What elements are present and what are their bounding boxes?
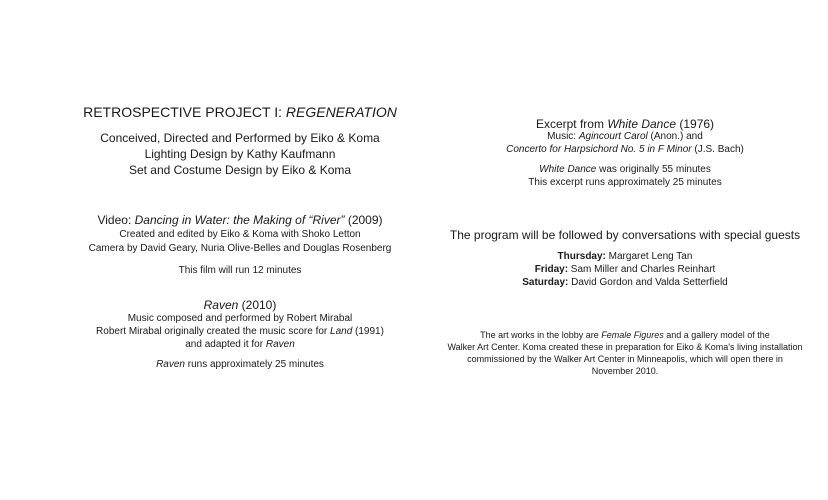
- raven-title: Raven (2010): [203, 298, 277, 312]
- excerpt-runtime: This excerpt runs approximately 25 minutes: [528, 177, 722, 188]
- video-title: Video: Dancing in Water: the Making of “River” (2009): [97, 213, 383, 227]
- excerpt-concerto: Concerto for Harpsichord No. 5 in F Minor (J.S. Bach): [506, 144, 744, 155]
- lobby-note-line: commissioned by the Walker Art Center in Minneapolis, which will open there in: [467, 354, 783, 364]
- raven-music: Music composed and performed by Robert Mirabal: [127, 313, 353, 324]
- program-followup-heading: The program will be followed by conversations with special guests: [449, 228, 801, 242]
- program-title: RETROSPECTIVE PROJECT I: REGENERATION: [83, 104, 397, 120]
- lobby-note-line: November 2010.: [591, 366, 659, 376]
- raven-origin: Robert Mirabal originally created the music score for Land (1991): [96, 326, 384, 337]
- credit-line: Conceived, Directed and Performed by Eiko & Koma: [100, 131, 380, 145]
- video-created: Created and edited by Eiko & Koma with Shoko Letton: [119, 229, 361, 240]
- raven-runtime: Raven runs approximately 25 minutes: [156, 359, 324, 370]
- excerpt-original-length: White Dance was originally 55 minutes: [539, 164, 711, 175]
- video-runtime: This film will run 12 minutes: [178, 265, 302, 276]
- excerpt-music: Music: Agincourt Carol (Anon.) and: [547, 131, 703, 142]
- lobby-note-line: The art works in the lobby are Female Figures and a gallery model of the: [480, 330, 770, 340]
- video-camera: Camera by David Geary, Nuria Olive-Belles and Douglas Rosenberg: [88, 243, 392, 254]
- excerpt-title: Excerpt from White Dance (1976): [535, 117, 715, 131]
- guest-saturday: Saturday: David Gordon and Valda Setterfield: [522, 277, 728, 288]
- credit-line: Lighting Design by Kathy Kaufmann: [144, 147, 336, 161]
- guest-thursday: Thursday: Margaret Leng Tan: [557, 251, 693, 262]
- lobby-note-line: Walker Art Center. Koma created these in preparation for Eiko & Koma's living installation: [447, 342, 803, 352]
- raven-adapted: and adapted it for Raven: [185, 339, 295, 350]
- credit-line: Set and Costume Design by Eiko & Koma: [128, 163, 352, 177]
- guest-friday: Friday: Sam Miller and Charles Reinhart: [534, 264, 716, 275]
